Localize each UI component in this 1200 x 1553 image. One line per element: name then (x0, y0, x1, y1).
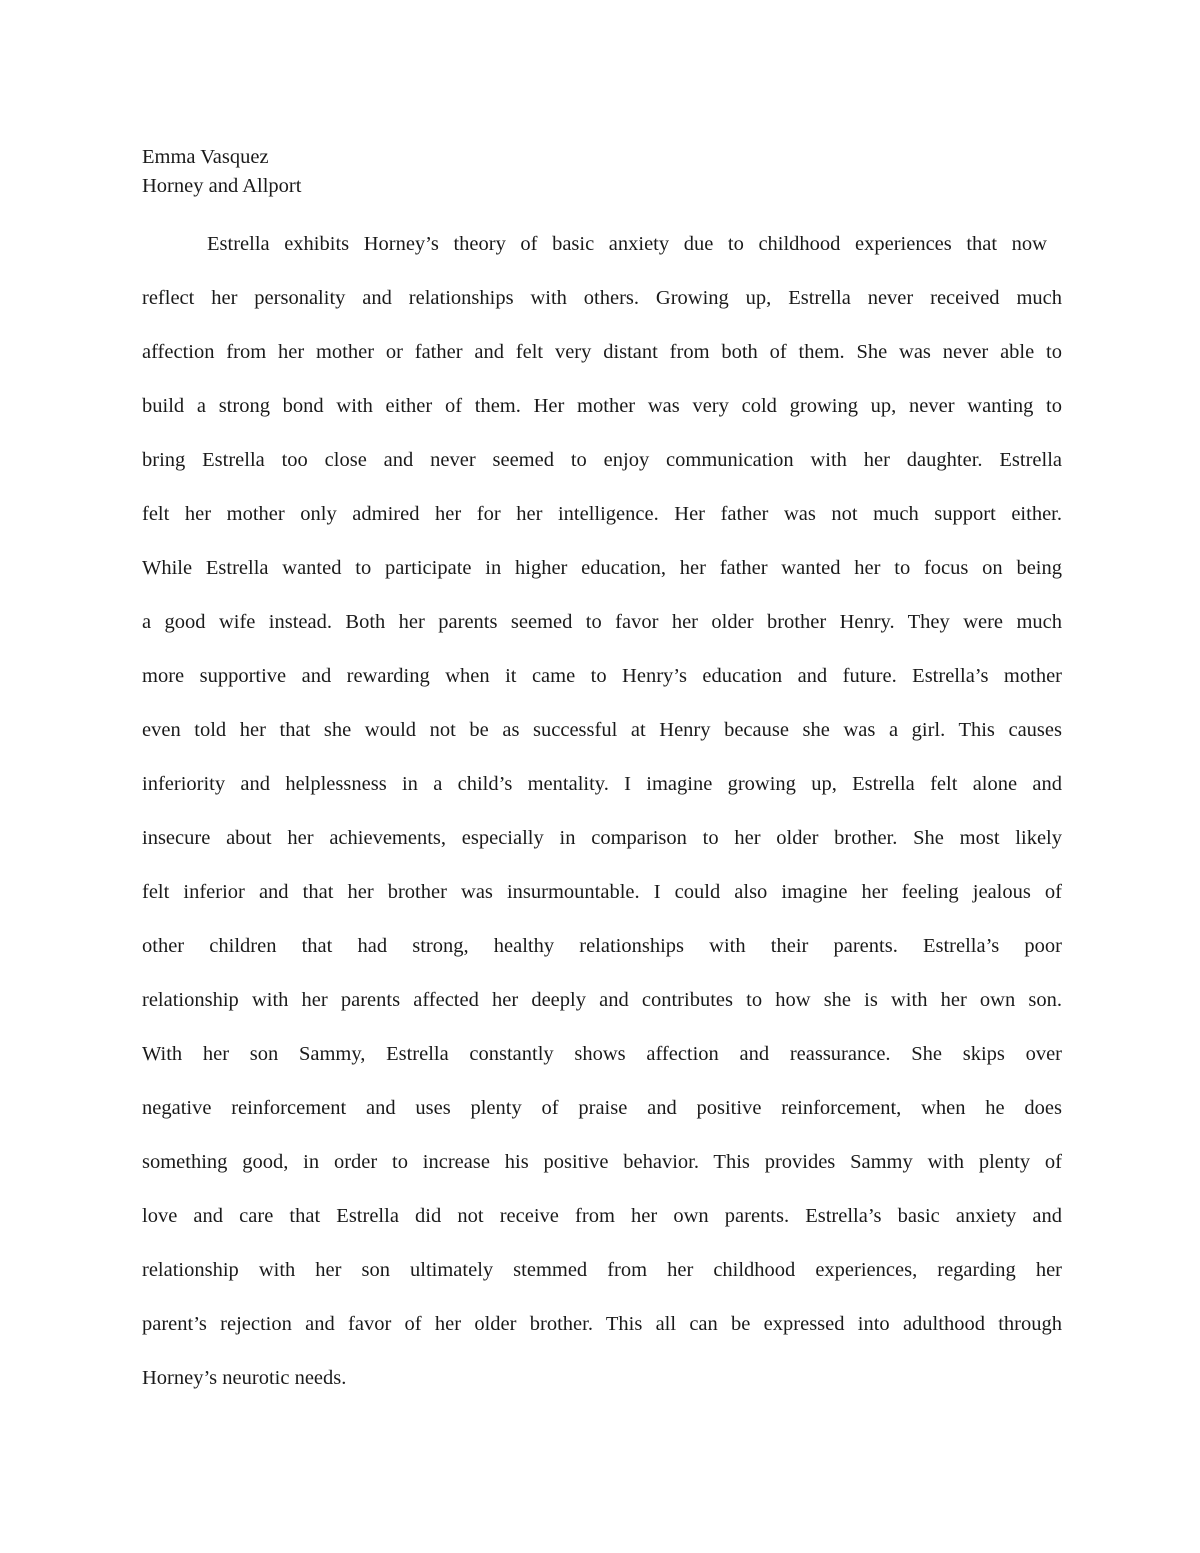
paragraph-line: relationship with her son ultimately stemmed from her childhood experiences, regarding her (142, 1259, 1062, 1281)
paragraph-line: felt inferior and that her brother was insurmountable. I could also imagine her feeling jealous of (142, 881, 1062, 903)
paragraph-line: more supportive and rewarding when it came to Henry’s education and future. Estrella’s mother (142, 665, 1062, 687)
paragraph-line: build a strong bond with either of them. Her mother was very cold growing up, never wanting to (142, 395, 1062, 417)
paragraph-line: Horney’s neurotic needs. (142, 1367, 347, 1389)
paragraph-line: With her son Sammy, Estrella constantly shows affection and reassurance. She skips over (142, 1043, 1062, 1065)
paragraph-line: a good wife instead. Both her parents seemed to favor her older brother Henry. They were much (142, 611, 1062, 633)
paragraph-line: reflect her personality and relationships with others. Growing up, Estrella never received much (142, 287, 1062, 309)
paragraph-line: bring Estrella too close and never seemed to enjoy communication with her daughter. Estrella (142, 449, 1062, 471)
paragraph-line: Estrella exhibits Horney’s theory of basic anxiety due to childhood experiences that now (207, 233, 1047, 255)
paragraph-line: something good, in order to increase his positive behavior. This provides Sammy with plenty of (142, 1151, 1062, 1173)
paragraph-line: love and care that Estrella did not receive from her own parents. Estrella’s basic anxiety and (142, 1205, 1062, 1227)
paragraph-line: felt her mother only admired her for her intelligence. Her father was not much support either. (142, 503, 1062, 525)
author-name: Emma Vasquez (142, 146, 269, 168)
paragraph-line: even told her that she would not be as successful at Henry because she was a girl. This causes (142, 719, 1062, 741)
paragraph-line: insecure about her achievements, especially in comparison to her older brother. She most likely (142, 827, 1062, 849)
paragraph-line: other children that had strong, healthy relationships with their parents. Estrella’s poor (142, 935, 1062, 957)
paragraph-line: affection from her mother or father and felt very distant from both of them. She was never able to (142, 341, 1062, 363)
paragraph-line: relationship with her parents affected her deeply and contributes to how she is with her own son. (142, 989, 1062, 1011)
paragraph-line: negative reinforcement and uses plenty of praise and positive reinforcement, when he does (142, 1097, 1062, 1119)
paragraph-line: inferiority and helplessness in a child’s mentality. I imagine growing up, Estrella felt alone and (142, 773, 1062, 795)
assignment-title: Horney and Allport (142, 175, 302, 197)
paragraph-line: parent’s rejection and favor of her older brother. This all can be expressed into adulthood through (142, 1313, 1062, 1335)
paragraph-line: While Estrella wanted to participate in higher education, her father wanted her to focus on being (142, 557, 1062, 579)
